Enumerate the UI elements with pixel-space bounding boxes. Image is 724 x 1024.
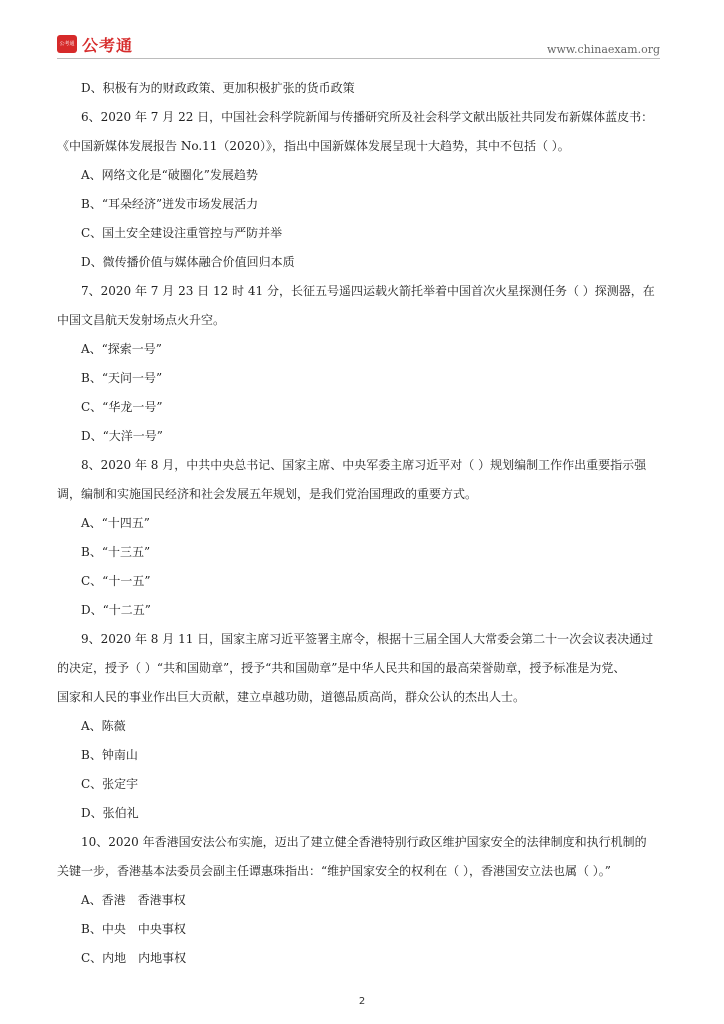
logo-text: 公考通 — [82, 35, 134, 55]
page-header — [0, 0, 724, 60]
question-10-option-a: A、香港 香港事权 — [81, 893, 186, 907]
question-6-option-d: D、微传播价值与媒体融合价值回归本质 — [81, 255, 295, 269]
question-9-stem-cont: 国家和人民的事业作出巨大贡献，建立卓越功勋，道德品质高尚，群众公认的杰出人士。 — [57, 690, 526, 704]
text-line: D、积极有为的财政政策、更加积极扩张的货币政策 — [81, 81, 355, 95]
question-7-stem-cont: 中国文昌航天发射场点火升空。 — [57, 313, 226, 327]
question-7-stem: 7、2020 年 7 月 23 日 12 时 41 分，长征五号遥四运载火箭托举着中国首次火星探测任务（ ）探测器，在 — [81, 284, 655, 298]
question-8-stem-cont: 调，编制和实施国民经济和社会发展五年规划，是我们党治国理政的重要方式。 — [57, 487, 478, 501]
question-8-option-d: D、“十二五” — [81, 603, 151, 617]
question-10-option-c: C、内地 内地事权 — [81, 951, 187, 965]
question-7-option-b: B、“天问一号” — [81, 371, 163, 385]
question-9-stem: 9、2020 年 8 月 11 日，国家主席习近平签署主席令，根据十三届全国人大常委会第二十一次会议表决通过 — [81, 632, 654, 646]
question-6-option-c: C、国土安全建设注重管控与严防并举 — [81, 226, 283, 240]
question-6-stem: 6、2020 年 7 月 22 日，中国社会科学院新闻与传播研究所及社会科学文献出版社共同发布新媒体蓝皮书： — [81, 110, 654, 124]
header-divider — [57, 58, 660, 59]
document-body — [57, 74, 667, 973]
site-url: www.chinaexam.org — [547, 43, 660, 56]
question-9-option-a: A、陈薇 — [81, 719, 126, 733]
question-6-option-a: A、网络文化是“破圈化”发展趋势 — [81, 168, 258, 182]
question-9-option-b: B、钟南山 — [81, 748, 138, 762]
question-7-option-d: D、“大洋一号” — [81, 429, 163, 443]
question-9-option-d: D、张伯礼 — [81, 806, 139, 820]
question-7-option-c: C、“华龙一号” — [81, 400, 163, 414]
question-8-option-a: A、“十四五” — [81, 516, 150, 530]
page-number: 2 — [358, 996, 366, 1007]
question-10-option-b: B、中央 中央事权 — [81, 922, 186, 936]
question-8-option-b: B、“十三五” — [81, 545, 151, 559]
question-6-option-b: B、“耳朵经济”迸发市场发展活力 — [81, 197, 259, 211]
question-10-stem: 10、2020 年香港国安法公布实施，迈出了建立健全香港特别行政区维护国家安全的法律制度和执行机制的 — [81, 835, 647, 849]
question-8-option-c: C、“十一五” — [81, 574, 151, 588]
question-6-stem-cont: 《中国新媒体发展报告 No.11（2020）》，指出中国新媒体发展呈现十大趋势，其中不包括（ ）。 — [57, 139, 570, 153]
question-9-option-c: C、张定宇 — [81, 777, 139, 791]
question-9-stem-cont: 的决定，授予（ ）“共和国勋章”，授予“共和国勋章”是中华人民共和国的最高荣誉勋章，授予标准是为党、 — [57, 661, 626, 675]
question-10-stem-cont: 关键一步，香港基本法委员会副主任谭惠珠指出：“维护国家安全的权利在（ ），香港国安立法也属（ ）。” — [57, 864, 611, 878]
logo-badge-icon: 公考通 — [57, 35, 77, 53]
logo — [57, 34, 133, 54]
question-8-stem: 8、2020 年 8 月，中共中央总书记、国家主席、中央军委主席习近平对（ ）规划编制工作作出重要指示强 — [81, 458, 647, 472]
question-7-option-a: A、“探索一号” — [81, 342, 162, 356]
